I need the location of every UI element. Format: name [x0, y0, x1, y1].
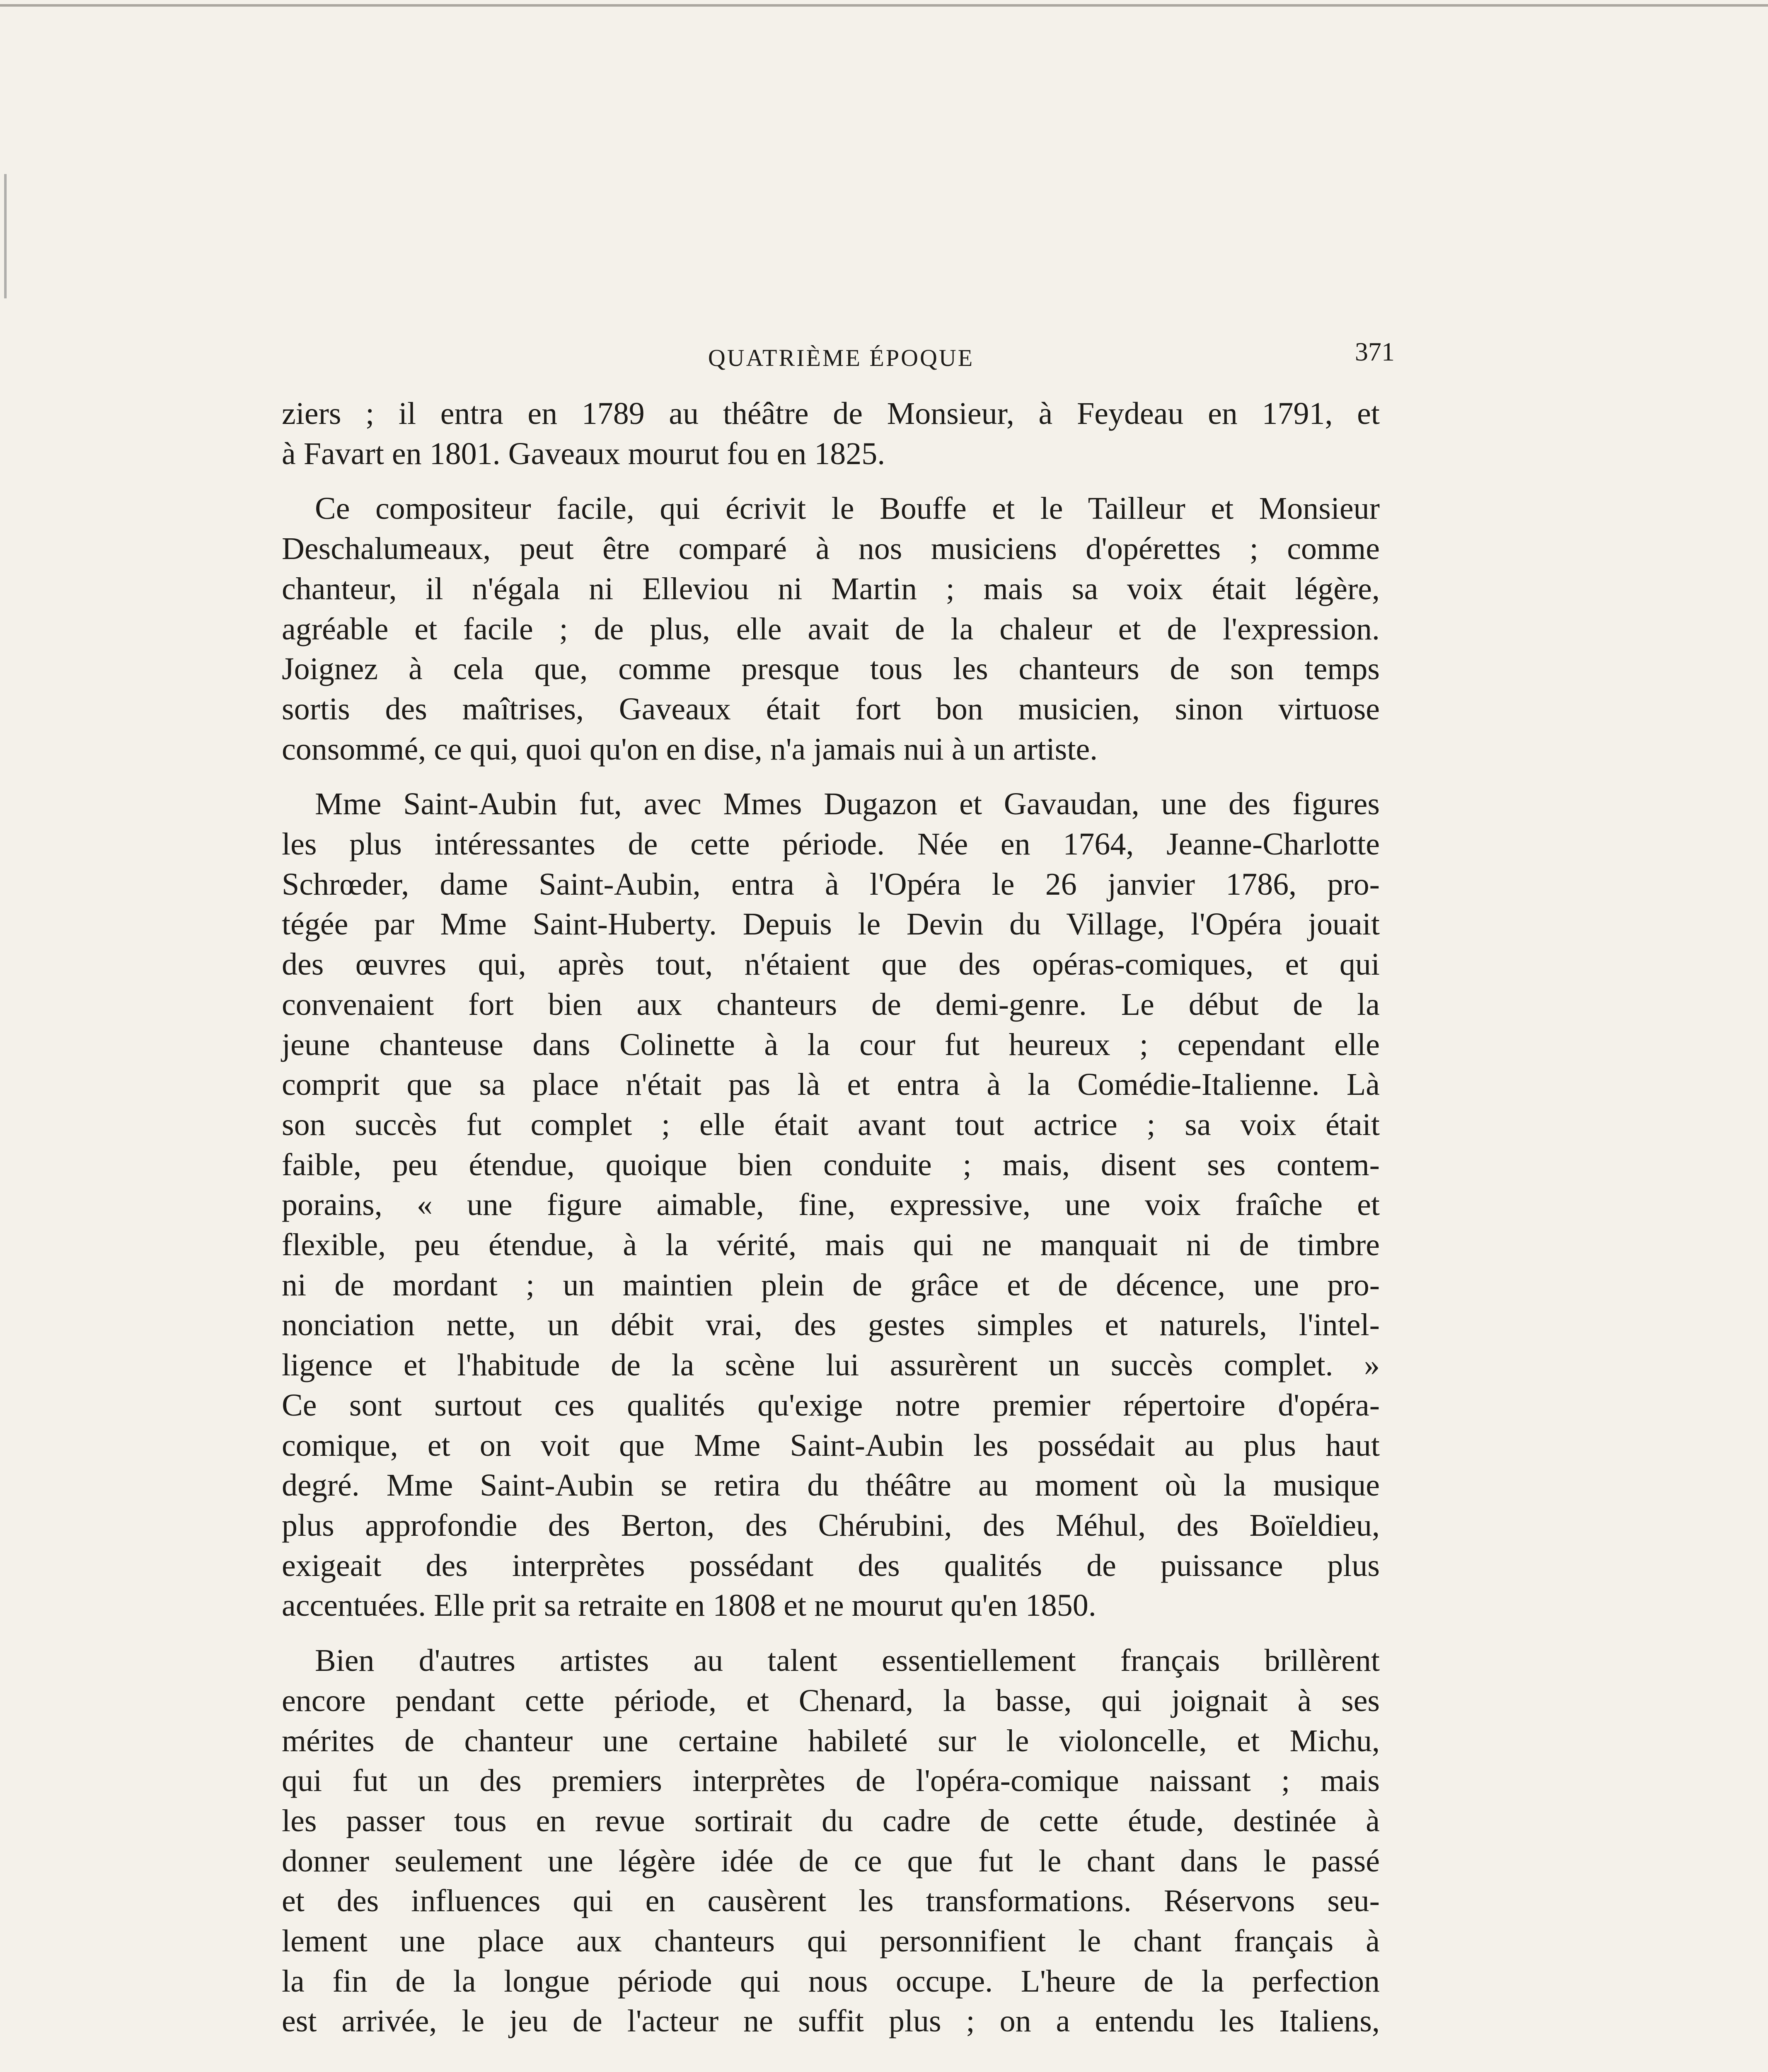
text-line: flexible, peu étendue, à la vérité, mais qui ne manquait ni de timbre — [282, 1227, 1380, 1263]
paragraph-2 — [282, 489, 1380, 769]
text-line: son succès fut complet ; elle était avant tout actrice ; sa voix était — [282, 1107, 1380, 1142]
text-line: exigeait des interprètes possédant des qualités de puissance plus — [282, 1548, 1380, 1583]
text-line: degré. Mme Saint-Aubin se retira du théâtre au moment où la musique — [282, 1468, 1380, 1503]
text-line: faible, peu étendue, quoique bien conduite ; mais, disent ses contem- — [282, 1147, 1380, 1182]
text-line: lement une place aux chanteurs qui personnifient le chant français à — [282, 1924, 1380, 1959]
text-line: la fin de la longue période qui nous occupe. L'heure de la perfection — [282, 1963, 1380, 1999]
text-line: à Favart en 1801. Gaveaux mourut fou en 1825. — [282, 436, 885, 471]
text-line: plus approfondie des Berton, des Chérubini, des Méhul, des Boïeldieu, — [282, 1508, 1380, 1543]
left-margin-mark — [4, 174, 7, 298]
text-line: convenaient fort bien aux chanteurs de demi-genre. Le début de la — [282, 987, 1380, 1022]
text-line: Deschalumeaux, peut être comparé à nos musiciens d'opérettes ; comme — [282, 531, 1380, 566]
paragraph-4 — [282, 1641, 1380, 2041]
text-line: Ce compositeur facile, qui écrivit le Bouffe et le Tailleur et Monsieur — [315, 491, 1380, 526]
text-line: comique, et on voit que Mme Saint-Aubin les possédait au plus haut — [282, 1428, 1380, 1463]
text-line: et des influences qui en causèrent les transformations. Réservons seu- — [282, 1883, 1380, 1919]
paragraph-1 — [282, 394, 1380, 474]
text-line: sortis des maîtrises, Gaveaux était fort bon musicien, sinon virtuose — [282, 691, 1380, 726]
text-line: comprit que sa place n'était pas là et entra à la Comédie-Italienne. Là — [282, 1067, 1380, 1102]
text-line: ni de mordant ; un maintien plein de grâce et de décence, une pro- — [282, 1267, 1380, 1302]
paragraph-3 — [282, 784, 1380, 1626]
text-line: Mme Saint-Aubin fut, avec Mmes Dugazon et Gavaudan, une des figures — [315, 787, 1380, 822]
text-line: Ce sont surtout ces qualités qu'exige notre premier répertoire d'opéra- — [282, 1387, 1380, 1423]
text-line: des œuvres qui, après tout, n'étaient que des opéras-comiques, et qui — [282, 947, 1380, 982]
text-line: mérites de chanteur une certaine habileté sur le violoncelle, et Michu, — [282, 1723, 1380, 1758]
text-line: ziers ; il entra en 1789 au théâtre de Monsieur, à Feydeau en 1791, et — [282, 396, 1380, 431]
text-line: chanteur, il n'égala ni Elleviou ni Martin ; mais sa voix était légère, — [282, 571, 1380, 606]
text-line: est arrivée, le jeu de l'acteur ne suffit plus ; on a entendu les Italiens, — [282, 2004, 1380, 2039]
running-header-title: QUATRIÈME ÉPOQUE — [708, 344, 975, 371]
text-line: Bien d'autres artistes au talent essentiellement français brillèrent — [315, 1643, 1380, 1678]
text-line: jeune chanteuse dans Colinette à la cour fut heureux ; cependant elle — [282, 1027, 1380, 1062]
page-number: 371 — [1355, 337, 1395, 366]
top-border-rule — [0, 4, 1768, 7]
text-line: accentuées. Elle prit sa retraite en 1808 et ne mourut qu'en 1850. — [282, 1588, 1096, 1623]
text-line: les plus intéressantes de cette période. Née en 1764, Jeanne-Charlotte — [282, 827, 1380, 862]
text-line: donner seulement une légère idée de ce que fut le chant dans le passé — [282, 1843, 1380, 1878]
text-line: les passer tous en revue sortirait du cadre de cette étude, destinée à — [282, 1803, 1380, 1838]
text-line: encore pendant cette période, et Chenard, la basse, qui joignait à ses — [282, 1683, 1380, 1718]
text-line: tégée par Mme Saint-Huberty. Depuis le Devin du Village, l'Opéra jouait — [282, 907, 1380, 942]
text-line: qui fut un des premiers interprètes de l'opéra-comique naissant ; mais — [282, 1763, 1380, 1798]
text-line: Schrœder, dame Saint-Aubin, entra à l'Opéra le 26 janvier 1786, pro- — [282, 867, 1380, 902]
text-line: nonciation nette, un débit vrai, des gestes simples et naturels, l'intel- — [282, 1307, 1380, 1343]
text-line: Joignez à cela que, comme presque tous les chanteurs de son temps — [282, 651, 1380, 687]
text-line: consommé, ce qui, quoi qu'on en dise, n'a jamais nui à un artiste. — [282, 731, 1098, 767]
text-line: porains, « une figure aimable, fine, expressive, une voix fraîche et — [282, 1187, 1380, 1222]
text-line: agréable et facile ; de plus, elle avait de la chaleur et de l'expression. — [282, 611, 1380, 646]
body-text — [282, 394, 1380, 2041]
text-line: ligence et l'habitude de la scène lui assurèrent un succès complet. » — [282, 1348, 1380, 1383]
